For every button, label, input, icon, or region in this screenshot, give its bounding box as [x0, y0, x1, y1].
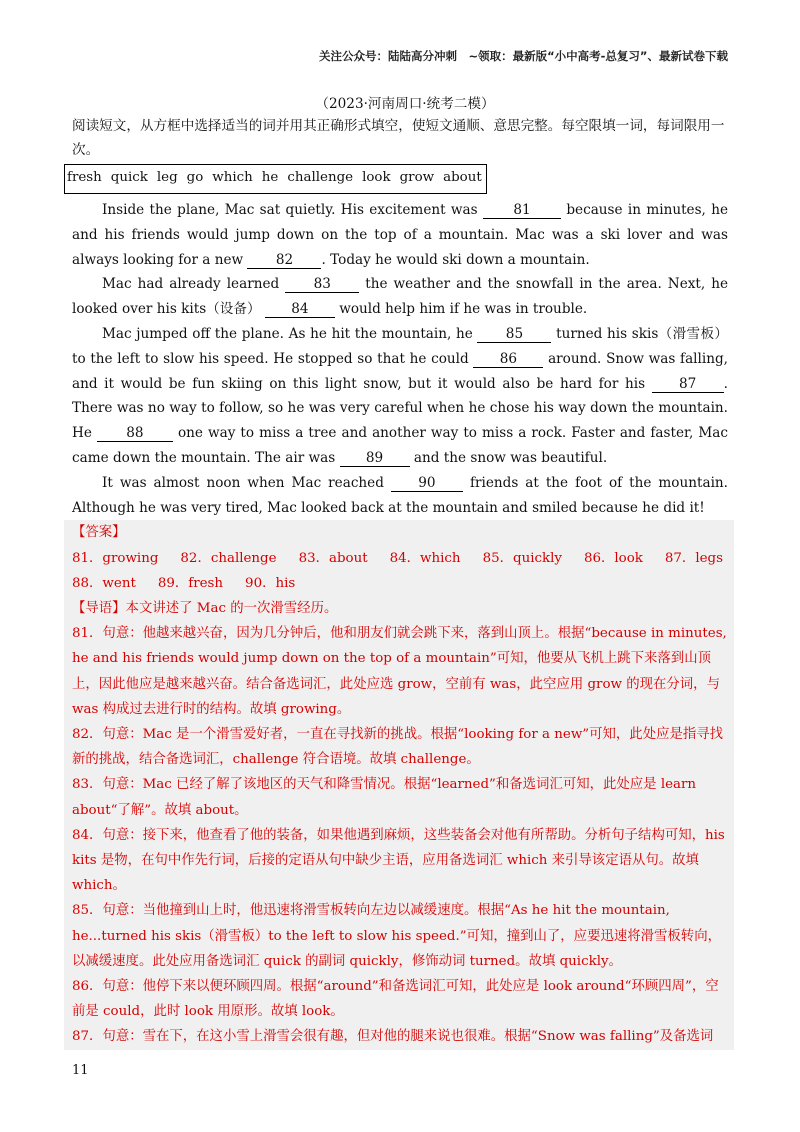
answer-item: 89．fresh: [157, 575, 224, 591]
word-option: look: [362, 170, 391, 185]
blank-85: 85: [477, 326, 551, 343]
page-number: 11: [72, 1063, 89, 1078]
explanation-86: 86．句意：他停下来以便环顾四周。根据“around”和备选词汇可知，此处应是 look around“环顾四周”，空前是 could，此时 look 用原形。故填 look。: [72, 979, 719, 1020]
explanation-85: 85．句意：当他撞到山上时，他迅速将滑雪板转向左边以减缓速度。根据“As he hit the mountain, he...turned his skis（滑雪板）to the left to slow his speed.”可知，撞到山了，应要迅速将滑雪板转向，以减缓速度。此处应用备选词汇 quick 的副词 quickly，修饰动词 turned。故填 quickly。: [72, 903, 721, 969]
passage-paragraph-4: [72, 471, 728, 521]
word-option: leg: [156, 170, 178, 185]
blank-87: 87: [652, 376, 724, 393]
blank-90: 90: [391, 475, 463, 492]
word-option: which: [212, 170, 253, 185]
explanation-87: 87．句意：雪在下，在这小雪上滑雪会很有趣，但对他的腿来说也很难。根据“Snow was falling”及备选词: [72, 1029, 714, 1045]
word-option: about: [443, 170, 482, 185]
document-body: [67, 94, 729, 1050]
guide-text: 【导语】本文讲述了 Mac 的一次滑雪经历。: [72, 600, 338, 616]
instructions: 阅读短文，从方框中选择适当的词并用其正确形式填空，使短文通顺、意思完整。每空限填一词，每词限用一次。: [72, 118, 725, 158]
answer-item: 86．look: [583, 550, 643, 566]
explanation-81: 81．句意：他越来越兴奋，因为几分钟后，他和朋友们就会跳下来，落到山顶上。根据“because in minutes, he and his friends would jump down on the top of a mountain”可知，他要从飞机上跳下来落到山顶上，因此他应是越来越兴奋。结合备选词汇，此处应选 grow，空前有 was，此空应用 grow 的现在分词，与 was 构成过去进行时的结构。故填 growing。: [72, 626, 727, 717]
passage-paragraph-2: [72, 272, 728, 322]
word-box: [64, 164, 487, 194]
answer-item: 81．growing: [72, 550, 159, 566]
word-option: quick: [110, 170, 148, 185]
blank-86: 86: [473, 351, 543, 368]
passage-paragraph-3: [72, 322, 728, 471]
blank-81: 81: [483, 202, 561, 219]
passage-paragraph-1: [72, 198, 728, 272]
answer-row-1: [72, 546, 728, 571]
passage-text: friends at the foot of the mountain. Although he was very tired, Mac looked back at the mountain and smiled because he did it!: [72, 474, 728, 516]
question-source: （2023·河南周口·统考二模）: [315, 96, 495, 112]
passage-text: because in minutes, he and his friends would jump down on the top of a mountain. Mac was a ski lover and was always looking for a new: [72, 202, 729, 268]
explanation-84: 84．句意：接下来，他查看了他的装备，如果他遇到麻烦，这些装备会对他有所帮助。分析句子结构可知，his kits 是物，在句中作先行词，后接的定语从句中缺少主语，应用备选词汇 which 来引导该定语从句。故填 which。: [72, 827, 725, 894]
answer-row-2: [72, 571, 728, 596]
passage-text: Inside the plane, Mac sat quietly. His excitement was: [102, 202, 478, 218]
word-option: fresh: [67, 170, 102, 185]
answer-heading: 【答案】: [72, 525, 126, 541]
word-option: he: [261, 170, 279, 185]
explanation-82: 82．句意：Mac 是一个滑雪爱好者，一直在寻找新的挑战。根据“looking for a new”可知，此处应是指寻找新的挑战，结合备选词汇，challenge 符合语境。故填 challenge。: [72, 726, 724, 768]
passage-text: one way to miss a tree and another way to miss a rock. Faster and faster, Mac came down the mountain. The air was: [72, 425, 728, 466]
passage-text: the weather and the snowfall in the area. Next, he looked over his kits（设备）: [72, 276, 728, 318]
page-header: 关注公众号：陆陆高分冲刺 ~领取：最新版“小中高考-总复习”、最新试卷下载: [318, 49, 728, 63]
blank-83: 83: [285, 276, 359, 293]
blank-84: 84: [265, 301, 335, 318]
passage-text: Mac jumped off the plane. As he hit the mountain, he: [102, 325, 473, 342]
passage-text: would help him if he was in trouble.: [339, 301, 588, 318]
answer-item: 84．which: [389, 550, 461, 566]
answer-item: 82．challenge: [180, 550, 277, 566]
passage-text: . Today he would ski down a mountain.: [321, 251, 590, 268]
answer-item: 85．quickly: [482, 550, 562, 566]
answer-item: 83．about: [298, 550, 368, 566]
blank-89: 89: [340, 450, 410, 467]
blank-82: 82: [247, 252, 321, 269]
word-option: go: [186, 170, 204, 185]
passage-text: Mac had already learned: [102, 276, 280, 293]
passage-text: around. Snow was falling, and it would be fun skiing on this light snow, but it would also be hard for his: [72, 350, 728, 392]
word-option: grow: [399, 170, 435, 185]
passage-text: and the snow was beautiful.: [413, 449, 608, 466]
passage-text: turned his skis（滑雪板）to the left to slow his speed. He stopped so that he could: [72, 325, 728, 367]
answer-item: 87．legs: [664, 550, 723, 566]
explanation-83: 83．句意：Mac 已经了解了该地区的天气和降雪情况。根据“learned”和备选词汇可知，此处应是 learn about“了解”。故填 about。: [72, 777, 697, 818]
answer-item: 88．went: [72, 575, 136, 591]
word-option: challenge: [287, 170, 354, 185]
passage-text: It was almost noon when Mac reached: [102, 474, 384, 491]
answer-section: [64, 520, 734, 1049]
answer-item: 90．his: [245, 575, 296, 591]
blank-88: 88: [97, 425, 173, 442]
passage-text: . There was no way to follow, so he was very careful when he chose his way down the mountain. He: [72, 375, 728, 442]
